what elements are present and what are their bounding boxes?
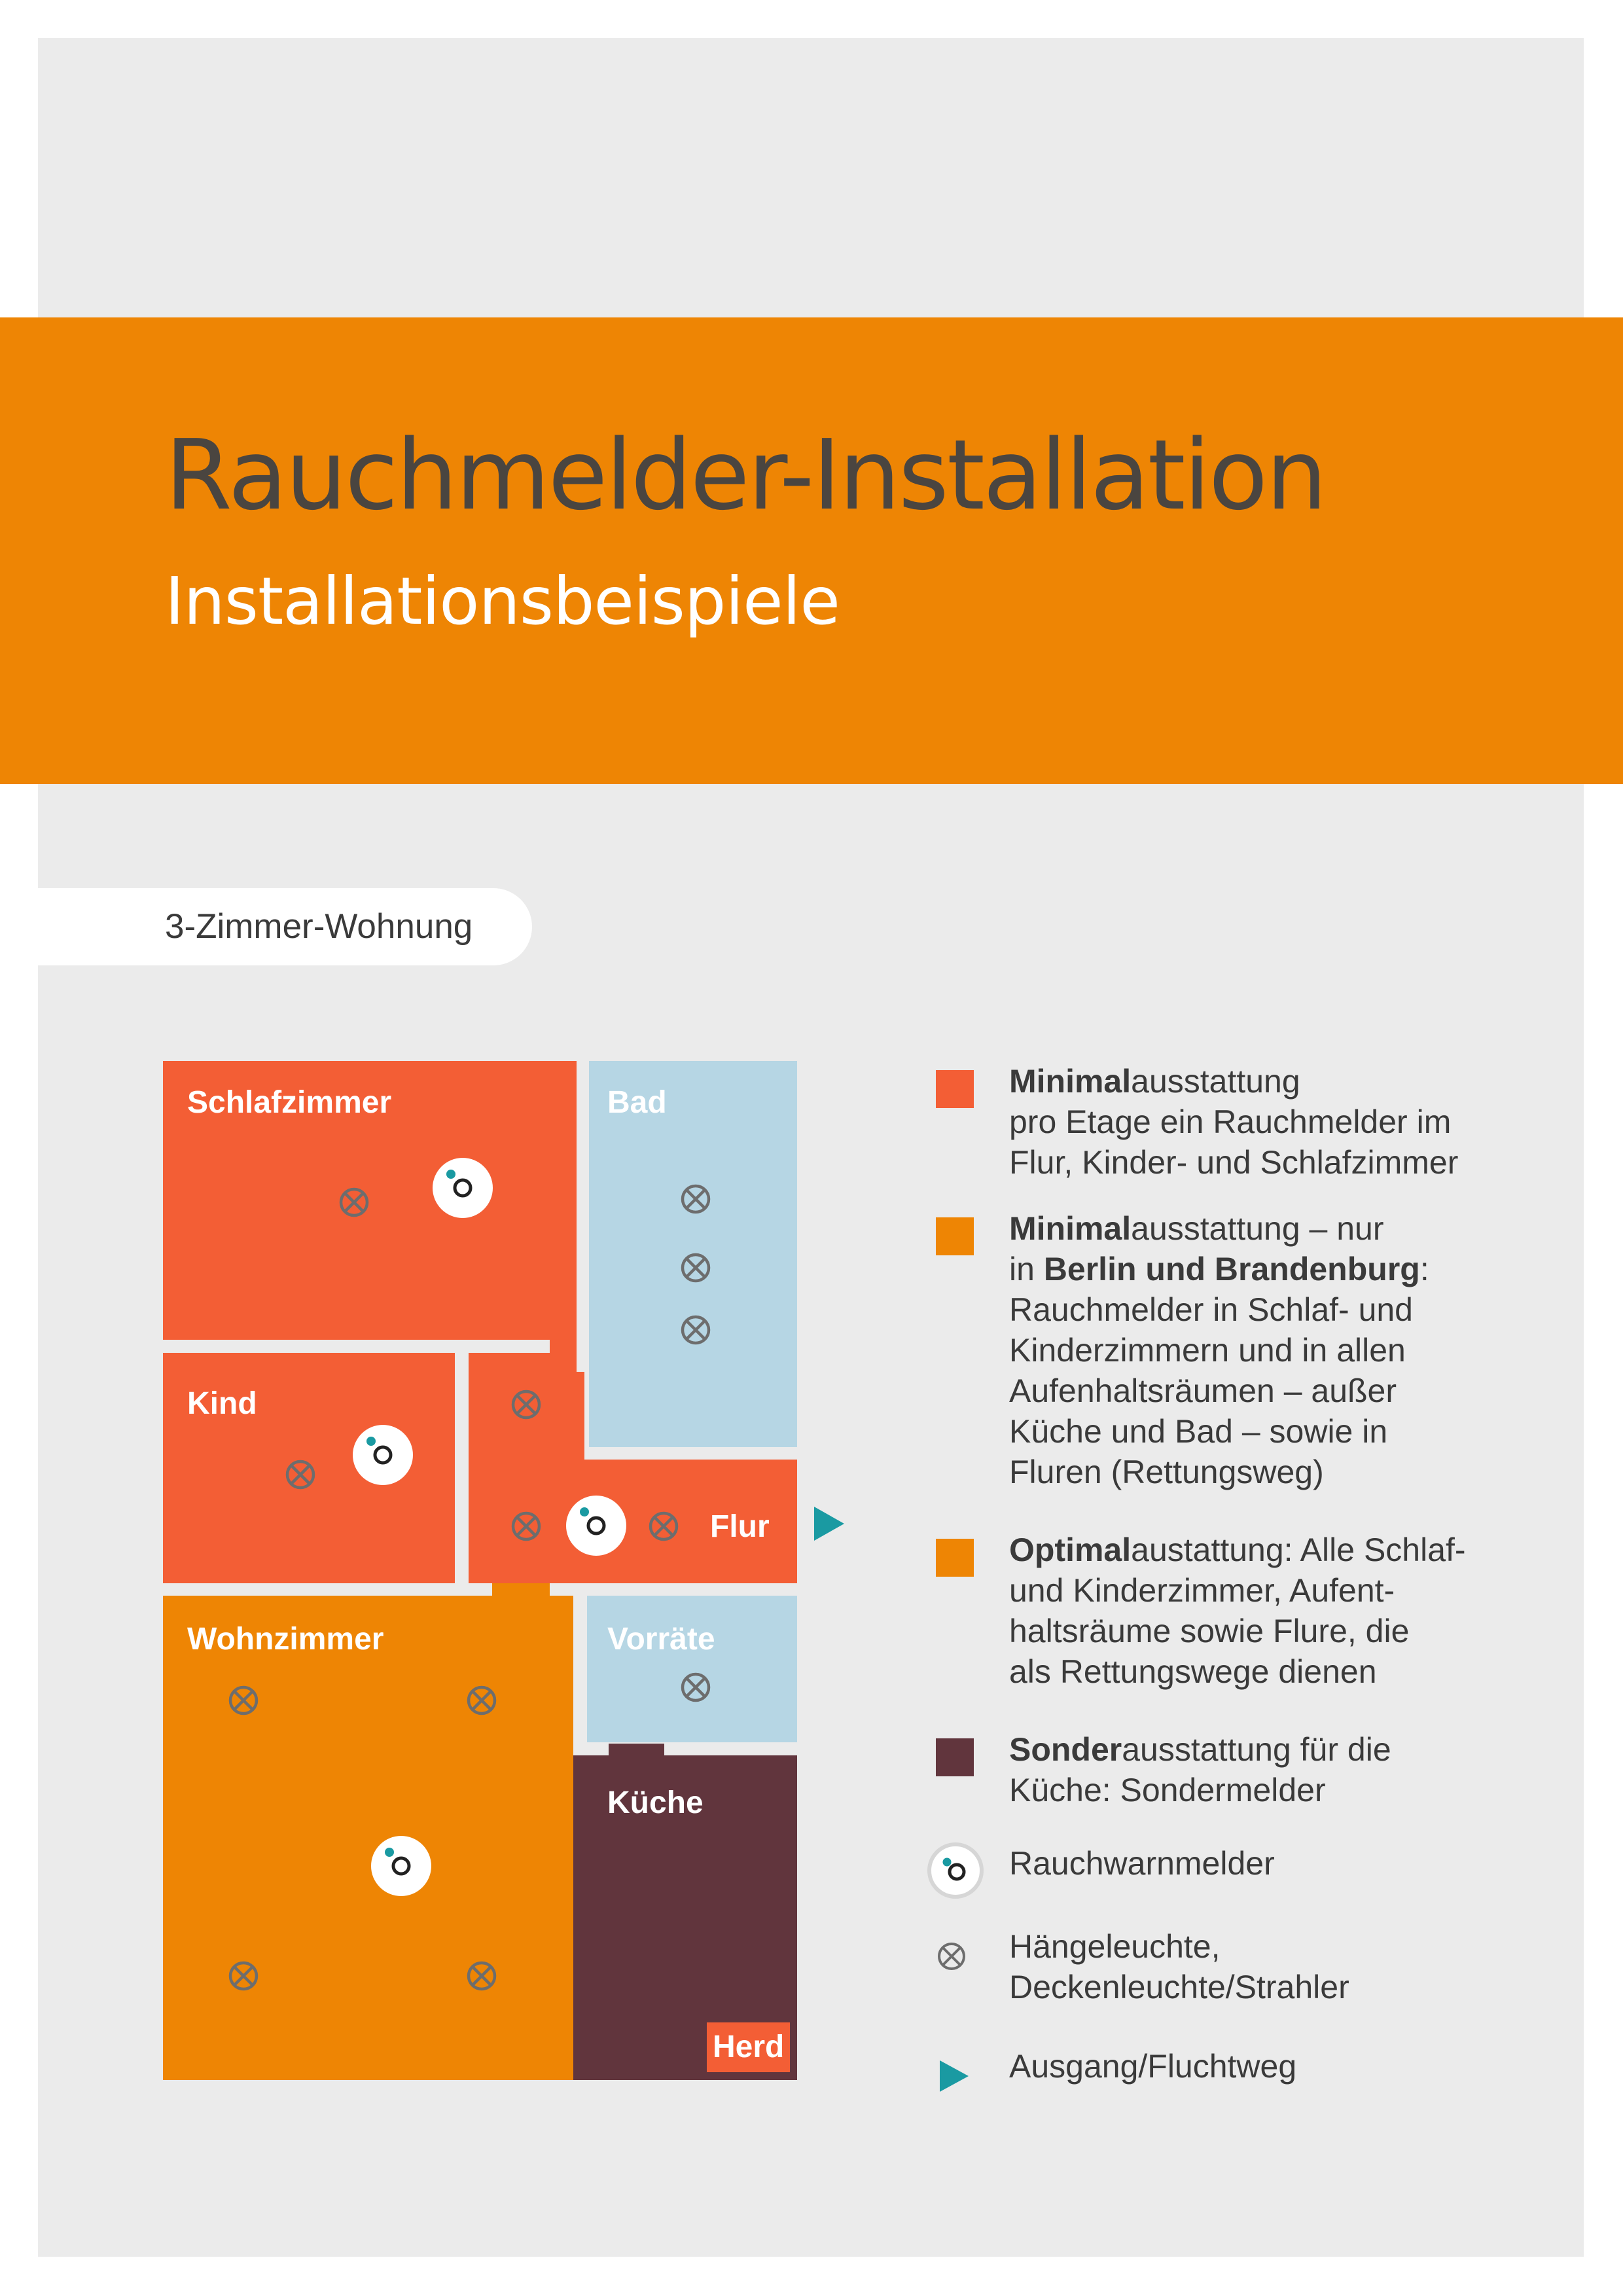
legend-berlin-line7: Fluren (Rettungsweg) (1009, 1454, 1324, 1490)
page-subtitle: Installationsbeispiele (165, 563, 840, 639)
label-herd: Herd (713, 2030, 785, 2064)
legend-swatch-minimal (936, 1070, 975, 1109)
legend-sonder-text (1009, 1729, 1623, 1810)
section-label: 3-Zimmer-Wohnung (165, 907, 473, 946)
label-vorraete: Vorräte (607, 1622, 715, 1657)
legend-minimal-line2: pro Etage ein Rauchmelder im (1009, 1103, 1452, 1140)
page-title: Rauchmelder-Installation (165, 419, 1326, 531)
legend-minimal-text (1009, 1061, 1623, 1183)
smoke-detector-icon (371, 1836, 431, 1896)
legend-berlin-line5: Aufenhaltsräumen – außer (1009, 1372, 1397, 1409)
legend-sonder-rest: ausstattung für die (1122, 1731, 1391, 1768)
legend-minimal-berlin-text (1009, 1208, 1623, 1492)
legend-swatch-sonder (936, 1738, 975, 1778)
legend-berlin-line6: Küche und Bad – sowie in (1009, 1413, 1388, 1450)
smoke-detector-icon (566, 1496, 626, 1556)
label-wohnzimmer: Wohnzimmer (187, 1622, 384, 1657)
legend-minimal-bold: Minimal (1009, 1063, 1132, 1100)
legend-sonder-line2: Küche: Sondermelder (1009, 1772, 1326, 1808)
label-kueche: Küche (607, 1785, 704, 1820)
legend-minimal-rest: ausstattung (1131, 1063, 1300, 1100)
label-flur: Flur (710, 1509, 770, 1544)
legend-optimal-rest: austattung: Alle Schlaf- (1131, 1532, 1466, 1568)
legend-sonder-bold: Sonder (1009, 1731, 1122, 1768)
legend-lamp-text (1009, 1926, 1623, 2007)
legend-berlin-line2-pre: in (1009, 1251, 1044, 1287)
room-vorraete (587, 1596, 797, 1742)
legend-optimal-line2: und Kinderzimmer, Aufent- (1009, 1572, 1395, 1609)
legend-optimal-text (1009, 1530, 1623, 1692)
legend-optimal-bold: Optimal (1009, 1532, 1132, 1568)
smoke-detector-icon (433, 1158, 493, 1218)
room-wohnzimmer (163, 1583, 573, 2080)
smoke-detector-icon (927, 1842, 992, 1907)
legend-exit-label: Ausgang/Fluchtweg (1009, 2048, 1297, 2085)
label-kind: Kind (187, 1386, 257, 1421)
legend-swatch-minimal-berlin (936, 1217, 975, 1257)
legend-berlin-bold1: Minimal (1009, 1210, 1132, 1247)
legend-berlin-line4: Kinderzimmern und in allen (1009, 1332, 1406, 1369)
label-bad: Bad (607, 1085, 667, 1120)
lamp-cross-icon (937, 1942, 976, 1981)
legend-berlin-line2-post: : (1419, 1251, 1429, 1287)
legend-minimal-line3: Flur, Kinder- und Schlafzimmer (1009, 1144, 1459, 1181)
exit-arrow-icon (814, 1507, 844, 1541)
legend-smoke-detector-label: Rauchwarnmelder (1009, 1845, 1275, 1882)
legend-optimal-line4: als Rettungswege dienen (1009, 1653, 1377, 1690)
legend-optimal-line3: haltsräume sowie Flure, die (1009, 1613, 1410, 1649)
legend-lamp-line2: Deckenleuchte/Strahler (1009, 1969, 1349, 2005)
label-schlafzimmer: Schlafzimmer (187, 1085, 392, 1120)
exit-arrow-icon (937, 2058, 976, 2097)
legend-berlin-rest1: ausstattung – nur (1131, 1210, 1384, 1247)
legend-berlin-bold2: Berlin und Brandenburg (1043, 1251, 1420, 1287)
legend-lamp-line1: Hängeleuchte, (1009, 1928, 1221, 1965)
legend-swatch-optimal (936, 1539, 975, 1578)
legend-berlin-line3: Rauchmelder in Schlaf- und (1009, 1291, 1413, 1328)
smoke-detector-icon (353, 1425, 413, 1485)
